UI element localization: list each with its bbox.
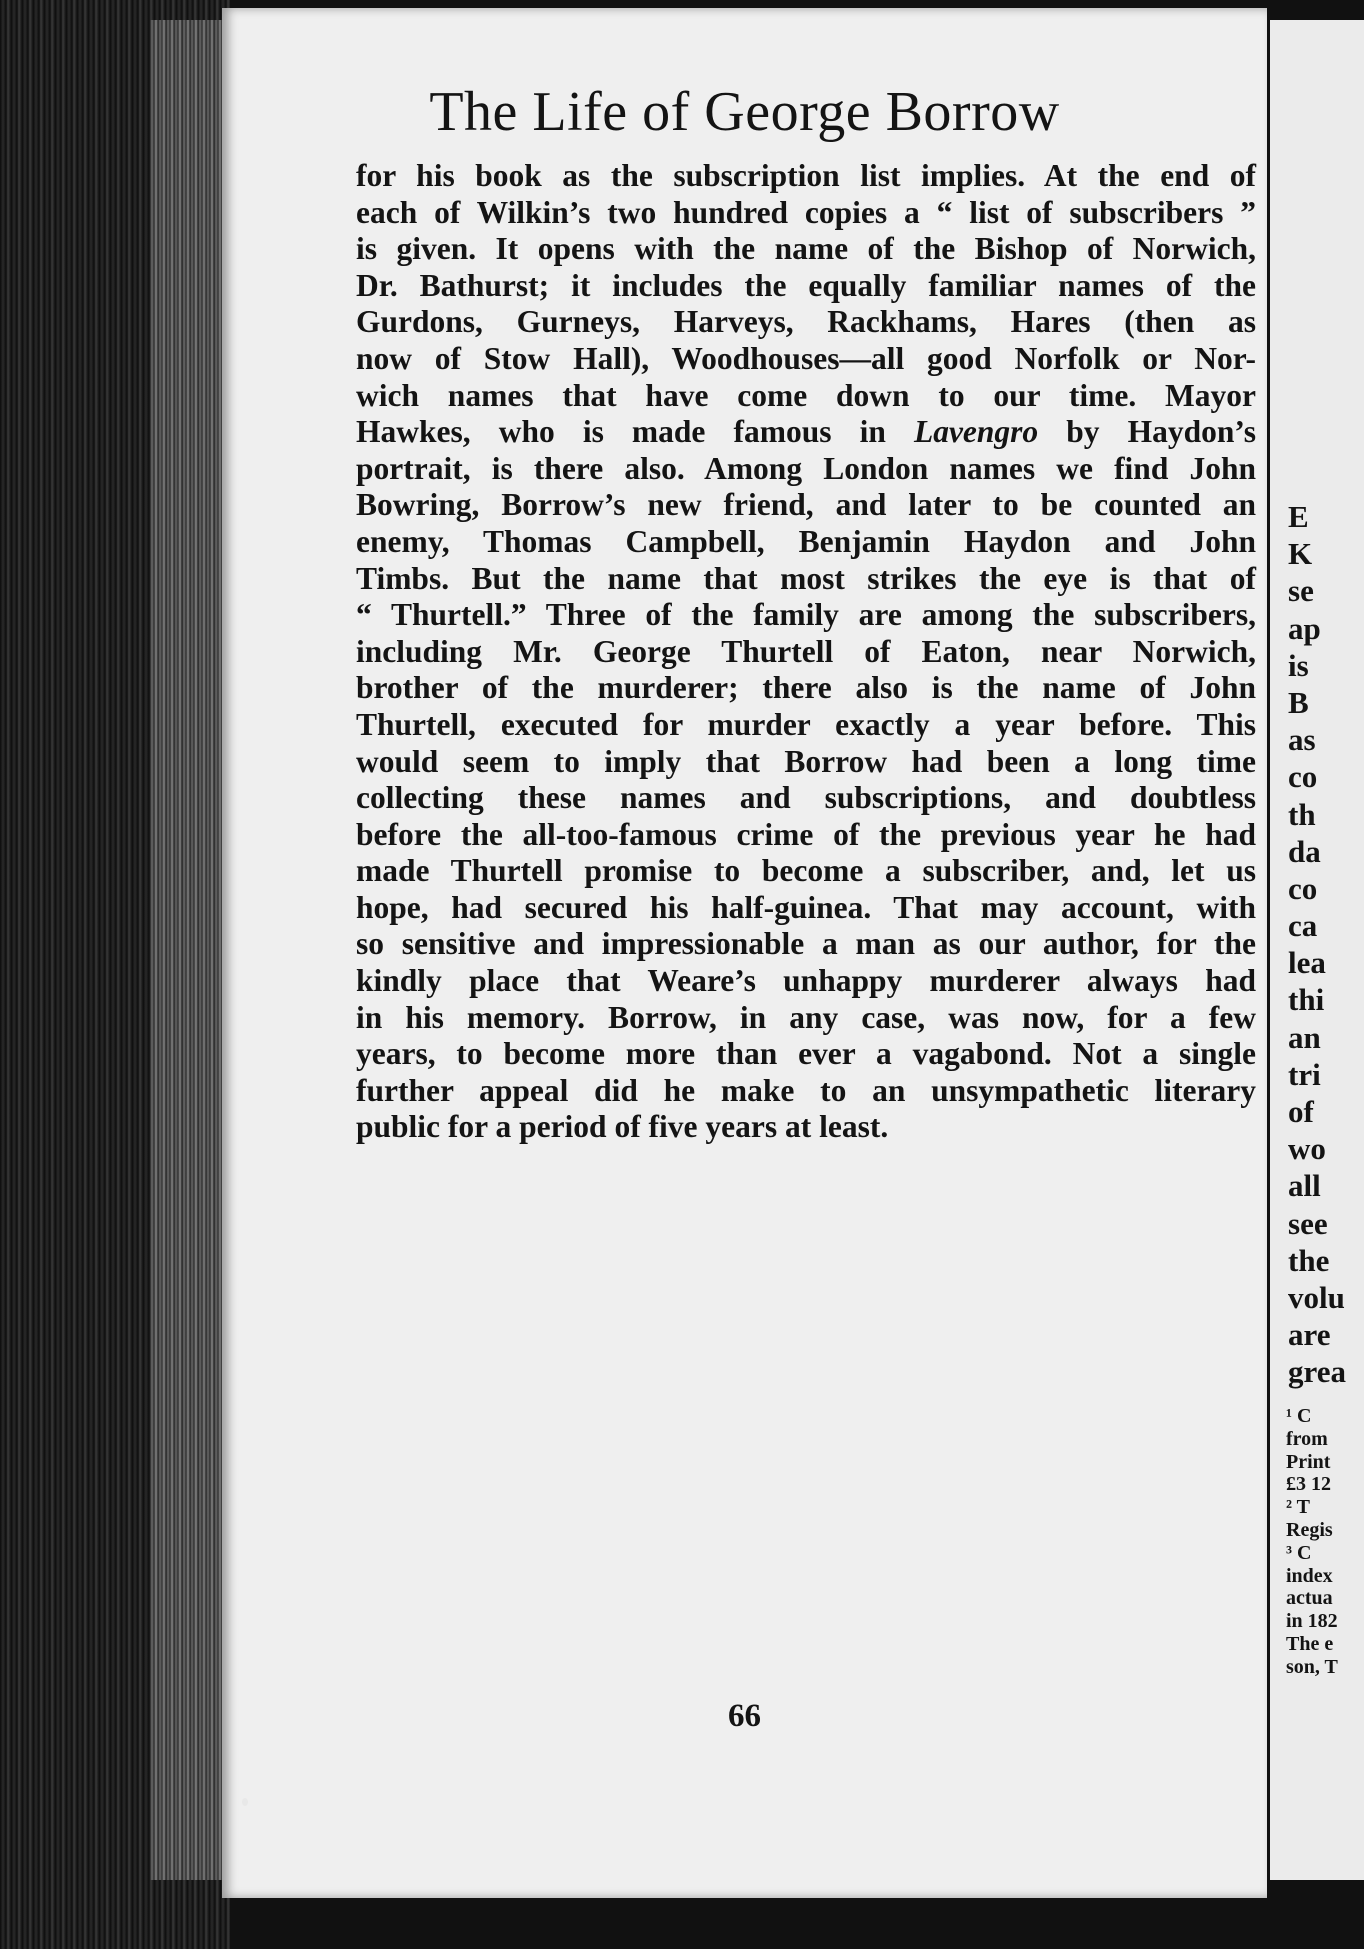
facing-line: of (1288, 1094, 1314, 1129)
facing-footnote-line: from (1286, 1427, 1328, 1450)
facing-footnote-line: son, T (1286, 1655, 1338, 1678)
facing-line: the (1288, 1242, 1330, 1278)
text-line: brother of the murderer; there also is the name of John (356, 670, 1256, 706)
facing-footnote-line: Regis (1286, 1518, 1333, 1541)
facing-line: K (1288, 536, 1313, 572)
text-line: kindly place that Weare’s unhappy murderer always had (356, 963, 1256, 999)
facing-line: th (1288, 796, 1316, 832)
text-line: in his memory. Borrow, in any case, was now, for a few (356, 999, 1256, 1035)
text-line: “ Thurtell.” Three of the family are among the subscribers, (356, 597, 1256, 633)
facing-line: E (1288, 499, 1309, 534)
text-line: made Thurtell promise to become a subscriber, and, let us (356, 853, 1256, 889)
text-line: Timbs. But the name that most strikes the eye is that of (356, 560, 1256, 596)
facing-line: grea (1288, 1354, 1346, 1390)
facing-line: ca (1288, 908, 1318, 944)
text-line: for his book as the subscription list implies. At the end of (356, 158, 1256, 193)
facing-line: volu (1288, 1279, 1345, 1315)
text-line: before the all-too-famous crime of the previous year he had (356, 816, 1256, 852)
book-title-italic: Lavengro (913, 414, 1039, 450)
text-line: Hawkes, who is made famous in Lavengro by Haydon’s (356, 414, 1256, 450)
facing-line: an (1288, 1019, 1321, 1055)
facing-footnote-line: in 182 (1286, 1610, 1338, 1633)
text-line: further appeal did he make to an unsympathetic literary (356, 1072, 1256, 1108)
facing-line: da (1288, 833, 1321, 869)
facing-page-footnotes (1286, 1405, 1338, 1679)
text-line: hope, had secured his half-guinea. That may account, with (356, 889, 1256, 925)
text-line: Gurdons, Gurneys, Harveys, Rackhams, Hares (then as (356, 304, 1256, 340)
text-line: would seem to imply that Borrow had been a long time (356, 743, 1256, 779)
facing-line: co (1288, 870, 1318, 906)
facing-line: wo (1288, 1131, 1326, 1167)
page-number: 66 (728, 1698, 761, 1734)
facing-footnote-line: The e (1286, 1632, 1334, 1655)
facing-line: is (1288, 647, 1309, 683)
facing-line: see (1288, 1205, 1328, 1241)
text-line: collecting these names and subscriptions, and doubtless (356, 780, 1256, 816)
facing-line: all (1288, 1168, 1321, 1204)
facing-line: tri (1288, 1056, 1321, 1092)
facing-line: co (1288, 759, 1318, 795)
facing-footnote-line: ² T (1286, 1496, 1310, 1519)
facing-footnote-line: ³ C (1286, 1541, 1312, 1564)
facing-line: B (1288, 684, 1309, 720)
running-head: The Life of George Borrow (429, 81, 1060, 143)
text-line: each of Wilkin’s two hundred copies a “ list of subscribers ” (356, 194, 1256, 230)
facing-footnote-line: £3 12 (1286, 1473, 1331, 1496)
text-line: wich names that have come down to our time. Mayor (356, 377, 1256, 413)
text-line: is given. It opens with the name of the Bishop of Norwich, (356, 231, 1256, 267)
book-page (222, 8, 1267, 1898)
text-line: Bowring, Borrow’s new friend, and later to be counted an (356, 487, 1256, 523)
text-line: portrait, is there also. Among London names we find John (356, 450, 1256, 486)
facing-page (1270, 20, 1364, 1880)
facing-page-text (1288, 498, 1346, 1391)
facing-line: as (1288, 722, 1316, 758)
text-line: Dr. Bathurst; it includes the equally familiar names of the (356, 267, 1256, 303)
facing-line: ap (1288, 610, 1321, 646)
facing-line: are (1288, 1317, 1331, 1353)
speck (242, 1798, 248, 1806)
body-text (356, 158, 1256, 1146)
text-line: so sensitive and impressionable a man as our author, for the (356, 926, 1256, 962)
text-line: Thurtell, executed for murder exactly a year before. This (356, 706, 1256, 742)
text-line: enemy, Thomas Campbell, Benjamin Haydon and John (356, 523, 1256, 559)
facing-line: lea (1288, 945, 1326, 981)
text-line: including Mr. George Thurtell of Eaton, near Norwich, (356, 633, 1256, 669)
facing-footnote-line: ¹ C (1286, 1405, 1312, 1427)
facing-line: se (1288, 573, 1314, 609)
text-line: years, to become more than ever a vagabond. Not a single (356, 1036, 1256, 1072)
facing-footnote-line: actua (1286, 1587, 1333, 1610)
facing-footnote-line: index (1286, 1564, 1333, 1587)
page-edges (150, 20, 230, 1880)
facing-footnote-line: Print (1286, 1450, 1331, 1473)
facing-line: thi (1288, 982, 1325, 1018)
text-line: public for a period of five years at least. (356, 1109, 889, 1145)
text-line: now of Stow Hall), Woodhouses—all good Norfolk or Nor- (356, 340, 1256, 376)
